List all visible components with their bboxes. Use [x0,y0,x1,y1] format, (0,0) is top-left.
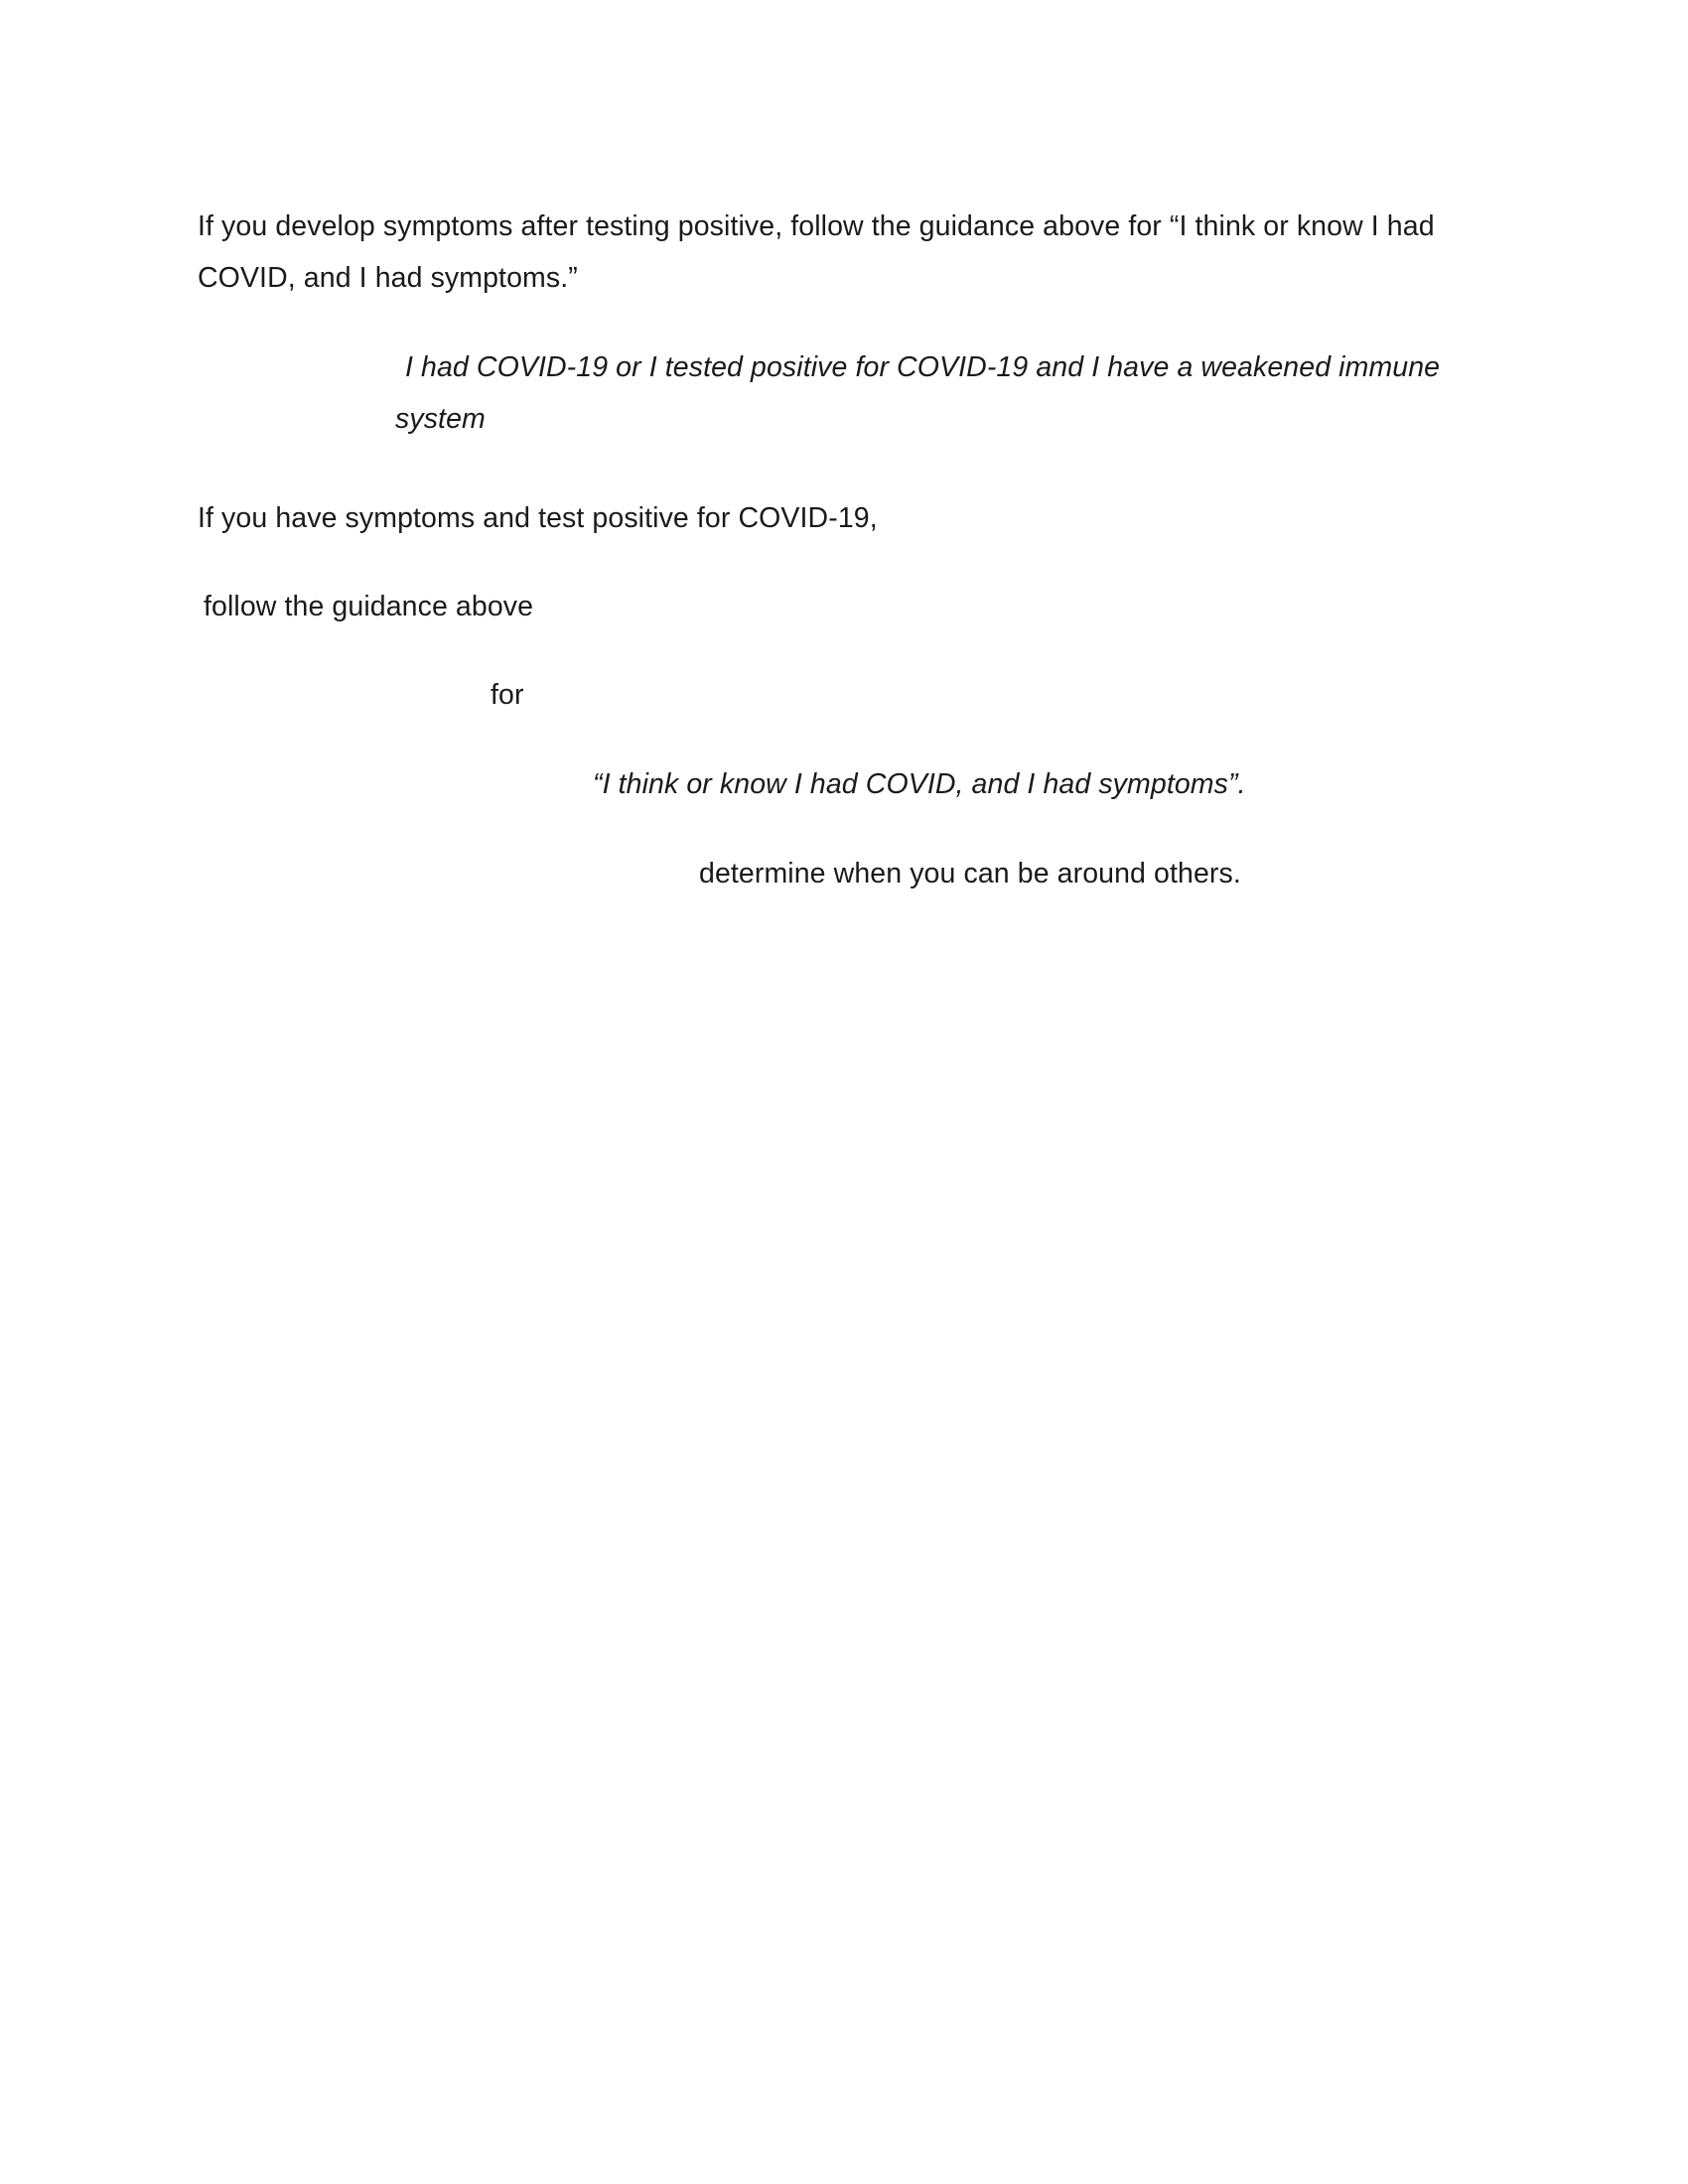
paragraph-follow-guidance: follow the guidance above [204,591,534,622]
paragraph-for: for [491,679,524,711]
paragraph-symptoms-test-positive: If you have symptoms and test positive for COVID-19, [198,502,878,534]
paragraph-determine-when: determine when you can be around others. [699,858,1241,889]
paragraph-quoted-guidance: “I think or know I had COVID, and I had symptoms”. [593,768,1246,800]
paragraph-symptoms-after-positive: If you develop symptoms after testing positive, follow the guidance above for “I think or know I had COVID, and I had symptoms.” [198,210,1435,294]
section-heading-weakened-immune: I had COVID-19 or I tested positive for COVID-19 and I have a weakened immune system [395,351,1441,435]
